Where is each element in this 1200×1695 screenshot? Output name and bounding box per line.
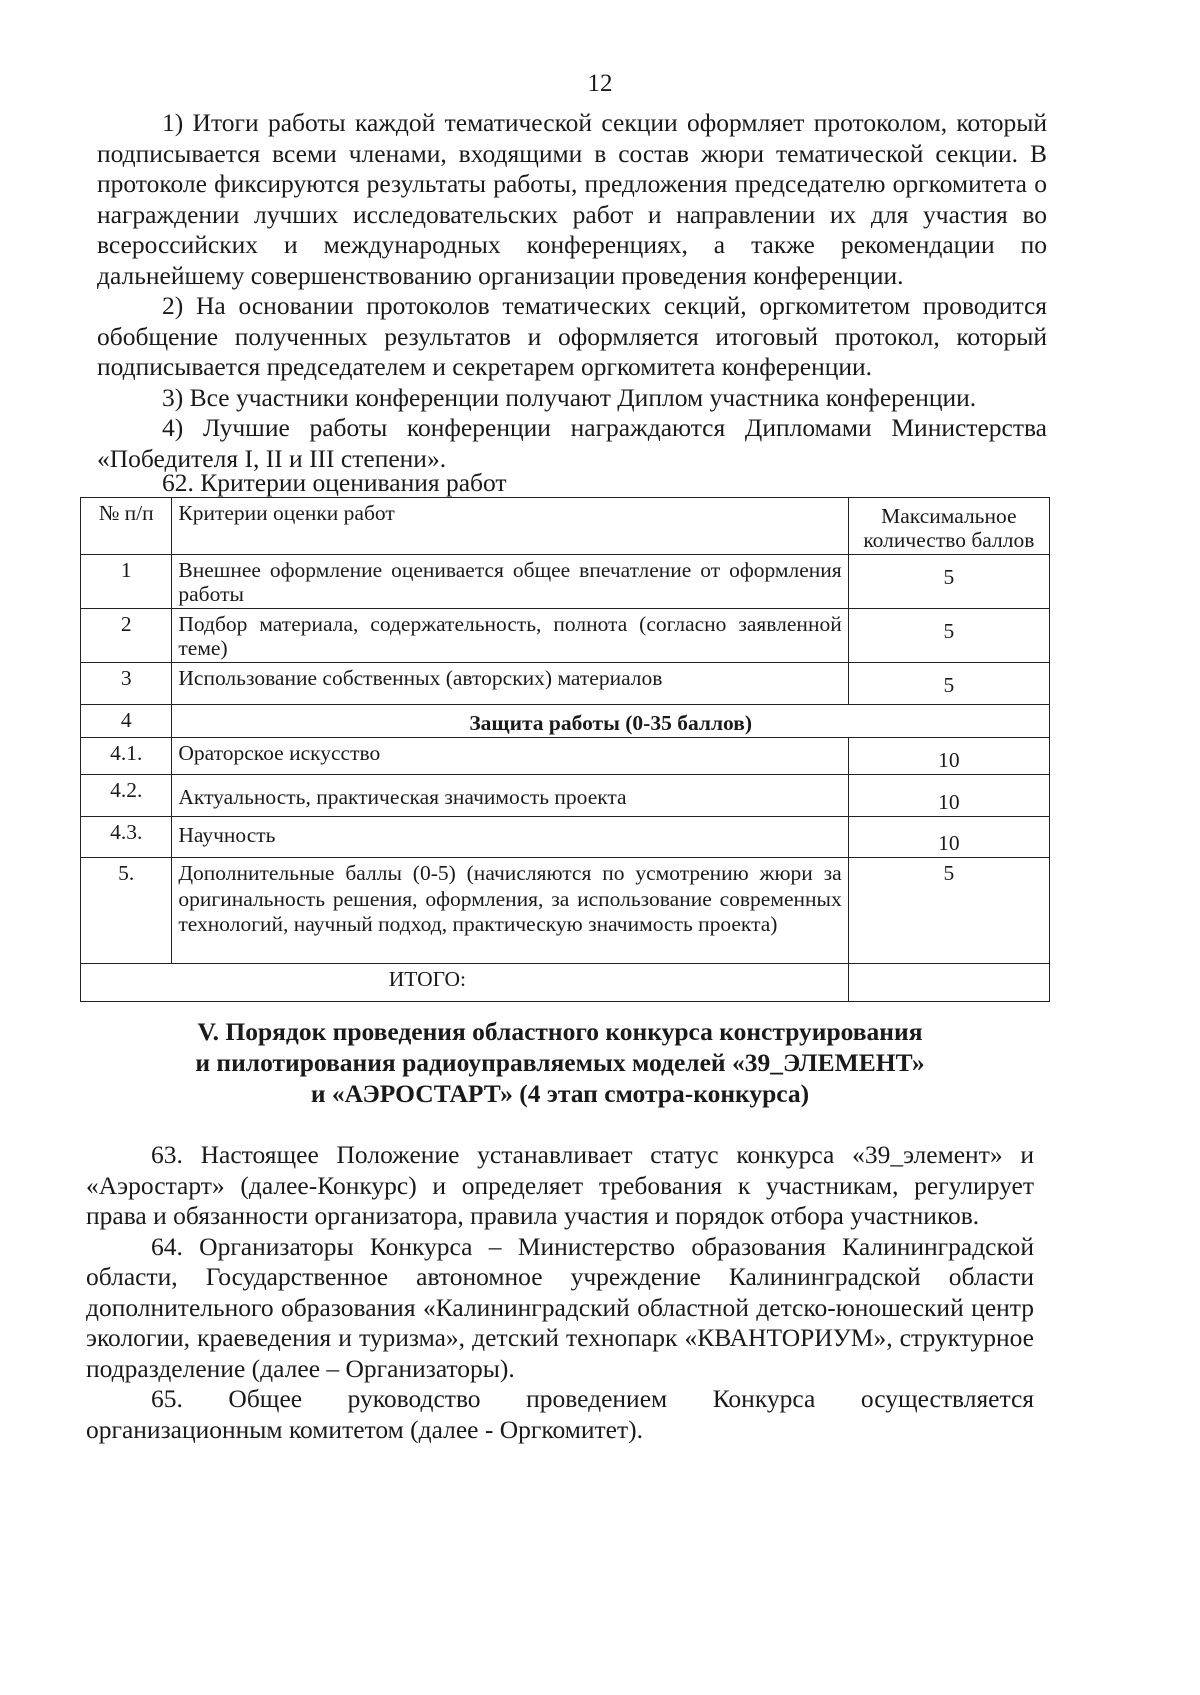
row-num: 4.3. [81,817,172,858]
table-row [81,738,1050,775]
row-num: 1 [81,555,172,609]
row-max: 5 [848,858,1049,964]
paragraph-3: 3) Все участники конференции получают Диплом участника конференции. [162,382,977,412]
section-title-line-3: и «АЭРОСТАРТ» (4 этап смотра-конкурса) [310,1079,810,1108]
section-text [86,1140,1034,1445]
row-max: 5 [848,609,1049,663]
row-num: 5. [81,858,172,964]
table-caption: 62. Критерии оценивания работ [162,468,507,497]
header-max: Максимальное количество баллов [848,498,1049,555]
row-criteria: Научность [172,817,848,858]
total-value [848,964,1049,1002]
row-max: 10 [848,817,1049,858]
row-num: 2 [81,609,172,663]
header-criteria: Критерии оценки работ [172,498,848,555]
paragraph-2: 2) На основании протоколов тематических секций, оргкомитетом проводится обобщение полученных результатов и оформляется итоговый протокол, который подписывается председателем и секретарем оргкомитета конференции. [97,291,1047,381]
paragraph-64: 64. Организаторы Конкурса – Министерство образования Калининградской области, Государственное автономное учреждение Калининградской области дополнительного образования «Калининградский областной детско-юношеский центр экологии, краеведения и туризма», детский технопарк «КВАНТОРИУМ», структурное подразделение (далее – Организаторы). [86,1231,1034,1383]
criteria-table [80,497,1050,1002]
row-max: 5 [848,663,1049,705]
row-max: 10 [848,738,1049,775]
page-number: 12 [587,70,613,97]
row-criteria-section: Защита работы (0-35 баллов) [172,705,1050,738]
section-title [0,1016,1120,1109]
row-criteria: Ораторское искусство [172,738,848,775]
section-title-line-1: V. Порядок проведения областного конкурса конструирования [197,1017,923,1046]
table-row [81,705,1050,738]
row-num: 3 [81,663,172,705]
table-row [81,555,1050,609]
row-max: 10 [848,775,1049,817]
row-criteria: Использование собственных (авторских) материалов [172,663,848,705]
table-row [81,663,1050,705]
row-criteria: Подбор материала, содержательность, полнота (согласно заявленной теме) [172,609,848,663]
paragraph-63: 63. Настоящее Положение устанавливает статус конкурса «39_элемент» и «Аэростарт» (далее-Конкурс) и определяет требования к участникам, регулирует права и обязанности организатора, правила участия и порядок отбора участников. [86,1140,1034,1230]
paragraph-1: 1) Итоги работы каждой тематической секции оформляет протоколом, который подписывается всеми членами, входящими в состав жюри тематической секции. В протоколе фиксируются результаты работы, предложения председателю оргкомитета о награждении лучших исследовательских работ и направлении их для участия во всероссийских и международных конференциях, а также рекомендации по дальнейшему совершенствованию организации проведения конференции. [97,108,1047,290]
row-max: 5 [848,555,1049,609]
intro-text [97,108,1047,474]
row-criteria: Внешнее оформление оценивается общее впечатление от оформления работы [172,555,848,609]
table-header-row [81,498,1050,555]
row-criteria: Дополнительные баллы (0-5) (начисляются по усмотрению жюри за оригинальность решения, оформления, за использование современных технологий, научный подход, практическую значимость проекта) [172,858,848,964]
row-num: 4.1. [81,738,172,775]
row-criteria: Актуальность, практическая значимость проекта [172,775,848,817]
table-row [81,817,1050,858]
row-num: 4.2. [81,775,172,817]
table-row [81,609,1050,663]
section-title-line-2: и пилотирования радиоуправляемых моделей «39_ЭЛЕМЕНТ» [195,1048,925,1077]
header-num: № п/п [81,498,172,555]
paragraph-4: 4) Лучшие работы конференции награждаются Дипломами Министерства «Победителя I, II и III степени». [97,413,1047,473]
row-num: 4 [81,705,172,738]
total-label: ИТОГО: [81,964,849,1002]
table-row [81,858,1050,964]
table-total-row [81,964,1050,1002]
paragraph-65: 65. Общее руководство проведением Конкурса осуществляется организационным комитетом (далее - Оргкомитет). [86,1384,1034,1444]
table-row [81,775,1050,817]
